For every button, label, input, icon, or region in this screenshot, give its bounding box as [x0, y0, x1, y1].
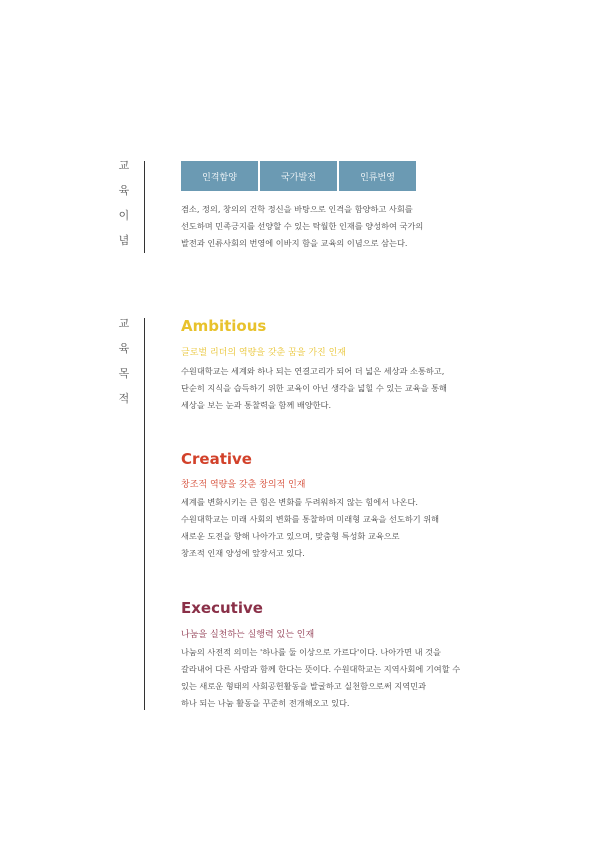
- label-char: 이: [118, 209, 130, 222]
- divider-line-philosophy: [144, 161, 145, 253]
- label-char: 육: [118, 184, 130, 197]
- label-char: 념: [118, 234, 130, 247]
- goal-subtitle-ambitious: 글로벌 리더의 역량을 갖춘 꿈을 가진 인재: [181, 348, 346, 358]
- text-line: 하나 되는 나눔 활동을 꾸준히 전개해오고 있다.: [181, 698, 350, 708]
- philosophy-text: [181, 201, 423, 252]
- section-label-goals: [117, 318, 131, 404]
- text-line: 새로운 도전을 향해 나아가고 있으며, 맞춤형 특성화 교육으로: [181, 531, 400, 541]
- text-line: 세계를 변화시키는 큰 힘은 변화를 두려워하지 않는 힘에서 나온다.: [181, 497, 418, 507]
- text-line: 단순히 지식을 습득하기 위한 교육이 아닌 생각을 넓힐 수 있는 교육을 통해: [181, 383, 447, 393]
- text-line: 수원대학교는 세계와 하나 되는 연결고리가 되어 더 넓은 세상과 소통하고,: [181, 366, 445, 376]
- tab-nation: 국가발전: [260, 161, 337, 191]
- goal-text-creative: [181, 494, 439, 562]
- text-line: 겸소, 정의, 창의의 건학 정신을 바탕으로 인격을 함양하고 사회를: [181, 204, 413, 214]
- goal-subtitle-executive: 나눔을 실천하는 실행력 있는 인재: [181, 630, 315, 640]
- goal-title-executive: Executive: [181, 599, 263, 617]
- text-line: 있는 새로운 형태의 사회공헌활동을 발굴하고 실천함으로써 지역민과: [181, 681, 426, 691]
- text-line: 나눔의 사전적 의미는 '하나를 둘 이상으로 가르다'이다. 나아가면 내 것을: [181, 647, 441, 657]
- text-line: 갈라내어 다른 사람과 함께 한다는 뜻이다. 수원대학교는 지역사회에 기여할 수: [181, 664, 461, 674]
- tab-humanity: 인류번영: [339, 161, 416, 191]
- tab-character: 인격함양: [181, 161, 258, 191]
- label-char: 목: [118, 367, 130, 380]
- goal-text-executive: [181, 644, 460, 712]
- label-char: 적: [118, 392, 130, 405]
- goal-text-ambitious: [181, 363, 447, 414]
- goal-title-ambitious: Ambitious: [181, 317, 267, 335]
- text-line: 창조적 인재 양성에 앞장서고 있다.: [181, 548, 305, 558]
- text-line: 선도하며 민족긍지를 선양할 수 있는 탁월한 인재를 양성하여 국가의: [181, 221, 424, 231]
- text-line: 세상을 보는 눈과 통찰력을 함께 배양한다.: [181, 400, 332, 410]
- divider-line-goals: [144, 318, 145, 710]
- section-label-philosophy: [117, 160, 131, 246]
- goal-title-creative: Creative: [181, 450, 252, 468]
- label-char: 교: [118, 159, 130, 172]
- philosophy-tabs: [181, 161, 416, 191]
- text-line: 발전과 인류사회의 번영에 이바지 함을 교육의 이념으로 삼는다.: [181, 238, 408, 248]
- text-line: 수원대학교는 미래 사회의 변화를 통찰하며 미래형 교육을 선도하기 위해: [181, 514, 440, 524]
- goal-subtitle-creative: 창조적 역량을 갖춘 창의적 인재: [181, 480, 306, 490]
- label-char: 교: [118, 317, 130, 330]
- label-char: 육: [118, 342, 130, 355]
